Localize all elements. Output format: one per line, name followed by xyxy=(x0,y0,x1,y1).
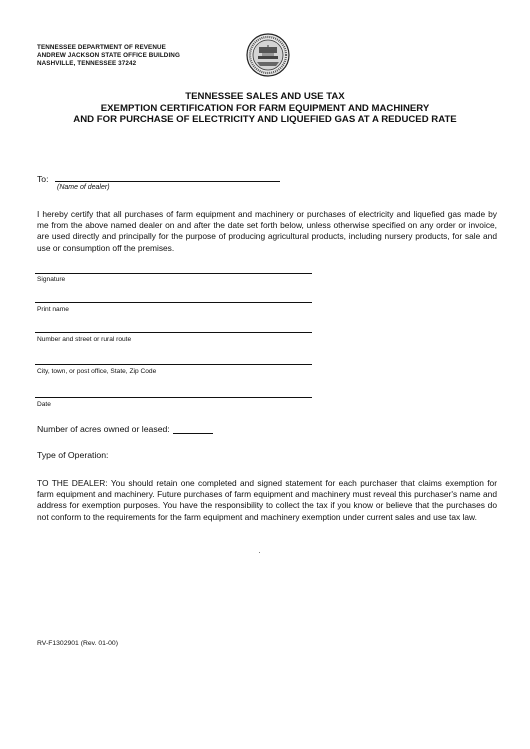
form-title-line-3: AND FOR PURCHASE OF ELECTRICITY AND LIQUEFIED GAS AT A REDUCED RATE xyxy=(73,114,457,126)
city-state-zip: NASHVILLE, TENNESSEE 37242 xyxy=(37,60,137,68)
dealer-notice-text: You should retain one completed and signed statement for each purchaser that claims exemption for farm equipment and machinery. Future purchases of farm equipment and machinery must reveal this purchaser's name and address for exemption purposes. You have the responsibility to collect the tax if you know or believe that the purchases do not conform to the requirements for the farm equipment and machinery exemption under current sales and use tax law. xyxy=(37,478,497,522)
print-name-field[interactable] xyxy=(35,302,312,303)
to-label: To: xyxy=(37,174,49,184)
dealer-notice-lead: TO THE DEALER: xyxy=(37,478,108,488)
acres-label: Number of acres owned or leased: xyxy=(37,424,170,434)
dealer-notice xyxy=(37,478,497,523)
dealer-name-field[interactable] xyxy=(55,181,280,182)
tennessee-state-seal-icon xyxy=(246,33,290,77)
street-address-label: Number and street or rural route xyxy=(37,336,132,343)
scan-speck xyxy=(259,552,260,553)
building-name: ANDREW JACKSON STATE OFFICE BUILDING xyxy=(37,52,180,60)
signature-field[interactable] xyxy=(35,273,312,274)
certification-statement: I hereby certify that all purchases of farm equipment and machinery or purchases of electricity and liquefied gas made by me from the above named dealer on and after the date set forth below, unless otherwise specified on any order or invoice, are used directly and principally for the purpose of producing agricultural products, including nursery products, for sale and use or consumption off the premises. xyxy=(37,209,497,253)
department-name: TENNESSEE DEPARTMENT OF REVENUE xyxy=(37,44,166,51)
date-field[interactable] xyxy=(35,397,312,398)
form-title-block xyxy=(0,91,530,126)
form-title-line-2: EXEMPTION CERTIFICATION FOR FARM EQUIPMENT AND MACHINERY xyxy=(100,102,430,114)
dealer-name-caption: (Name of dealer) xyxy=(57,184,110,191)
operation-type-label: Type of Operation: xyxy=(37,450,109,460)
city-state-zip-label: City, town, or post office, State, Zip Code xyxy=(37,368,157,375)
city-state-zip-field[interactable] xyxy=(35,364,312,365)
form-number: RV-F1302901 (Rev. 01-00) xyxy=(37,640,118,647)
form-title-line-1: TENNESSEE SALES AND USE TAX xyxy=(185,91,345,102)
date-label: Date xyxy=(37,401,51,408)
signature-label: Signature xyxy=(37,276,66,283)
department-address xyxy=(37,44,180,69)
print-name-label: Print name xyxy=(37,306,69,313)
acres-field[interactable] xyxy=(173,433,213,434)
street-address-field[interactable] xyxy=(35,332,312,333)
